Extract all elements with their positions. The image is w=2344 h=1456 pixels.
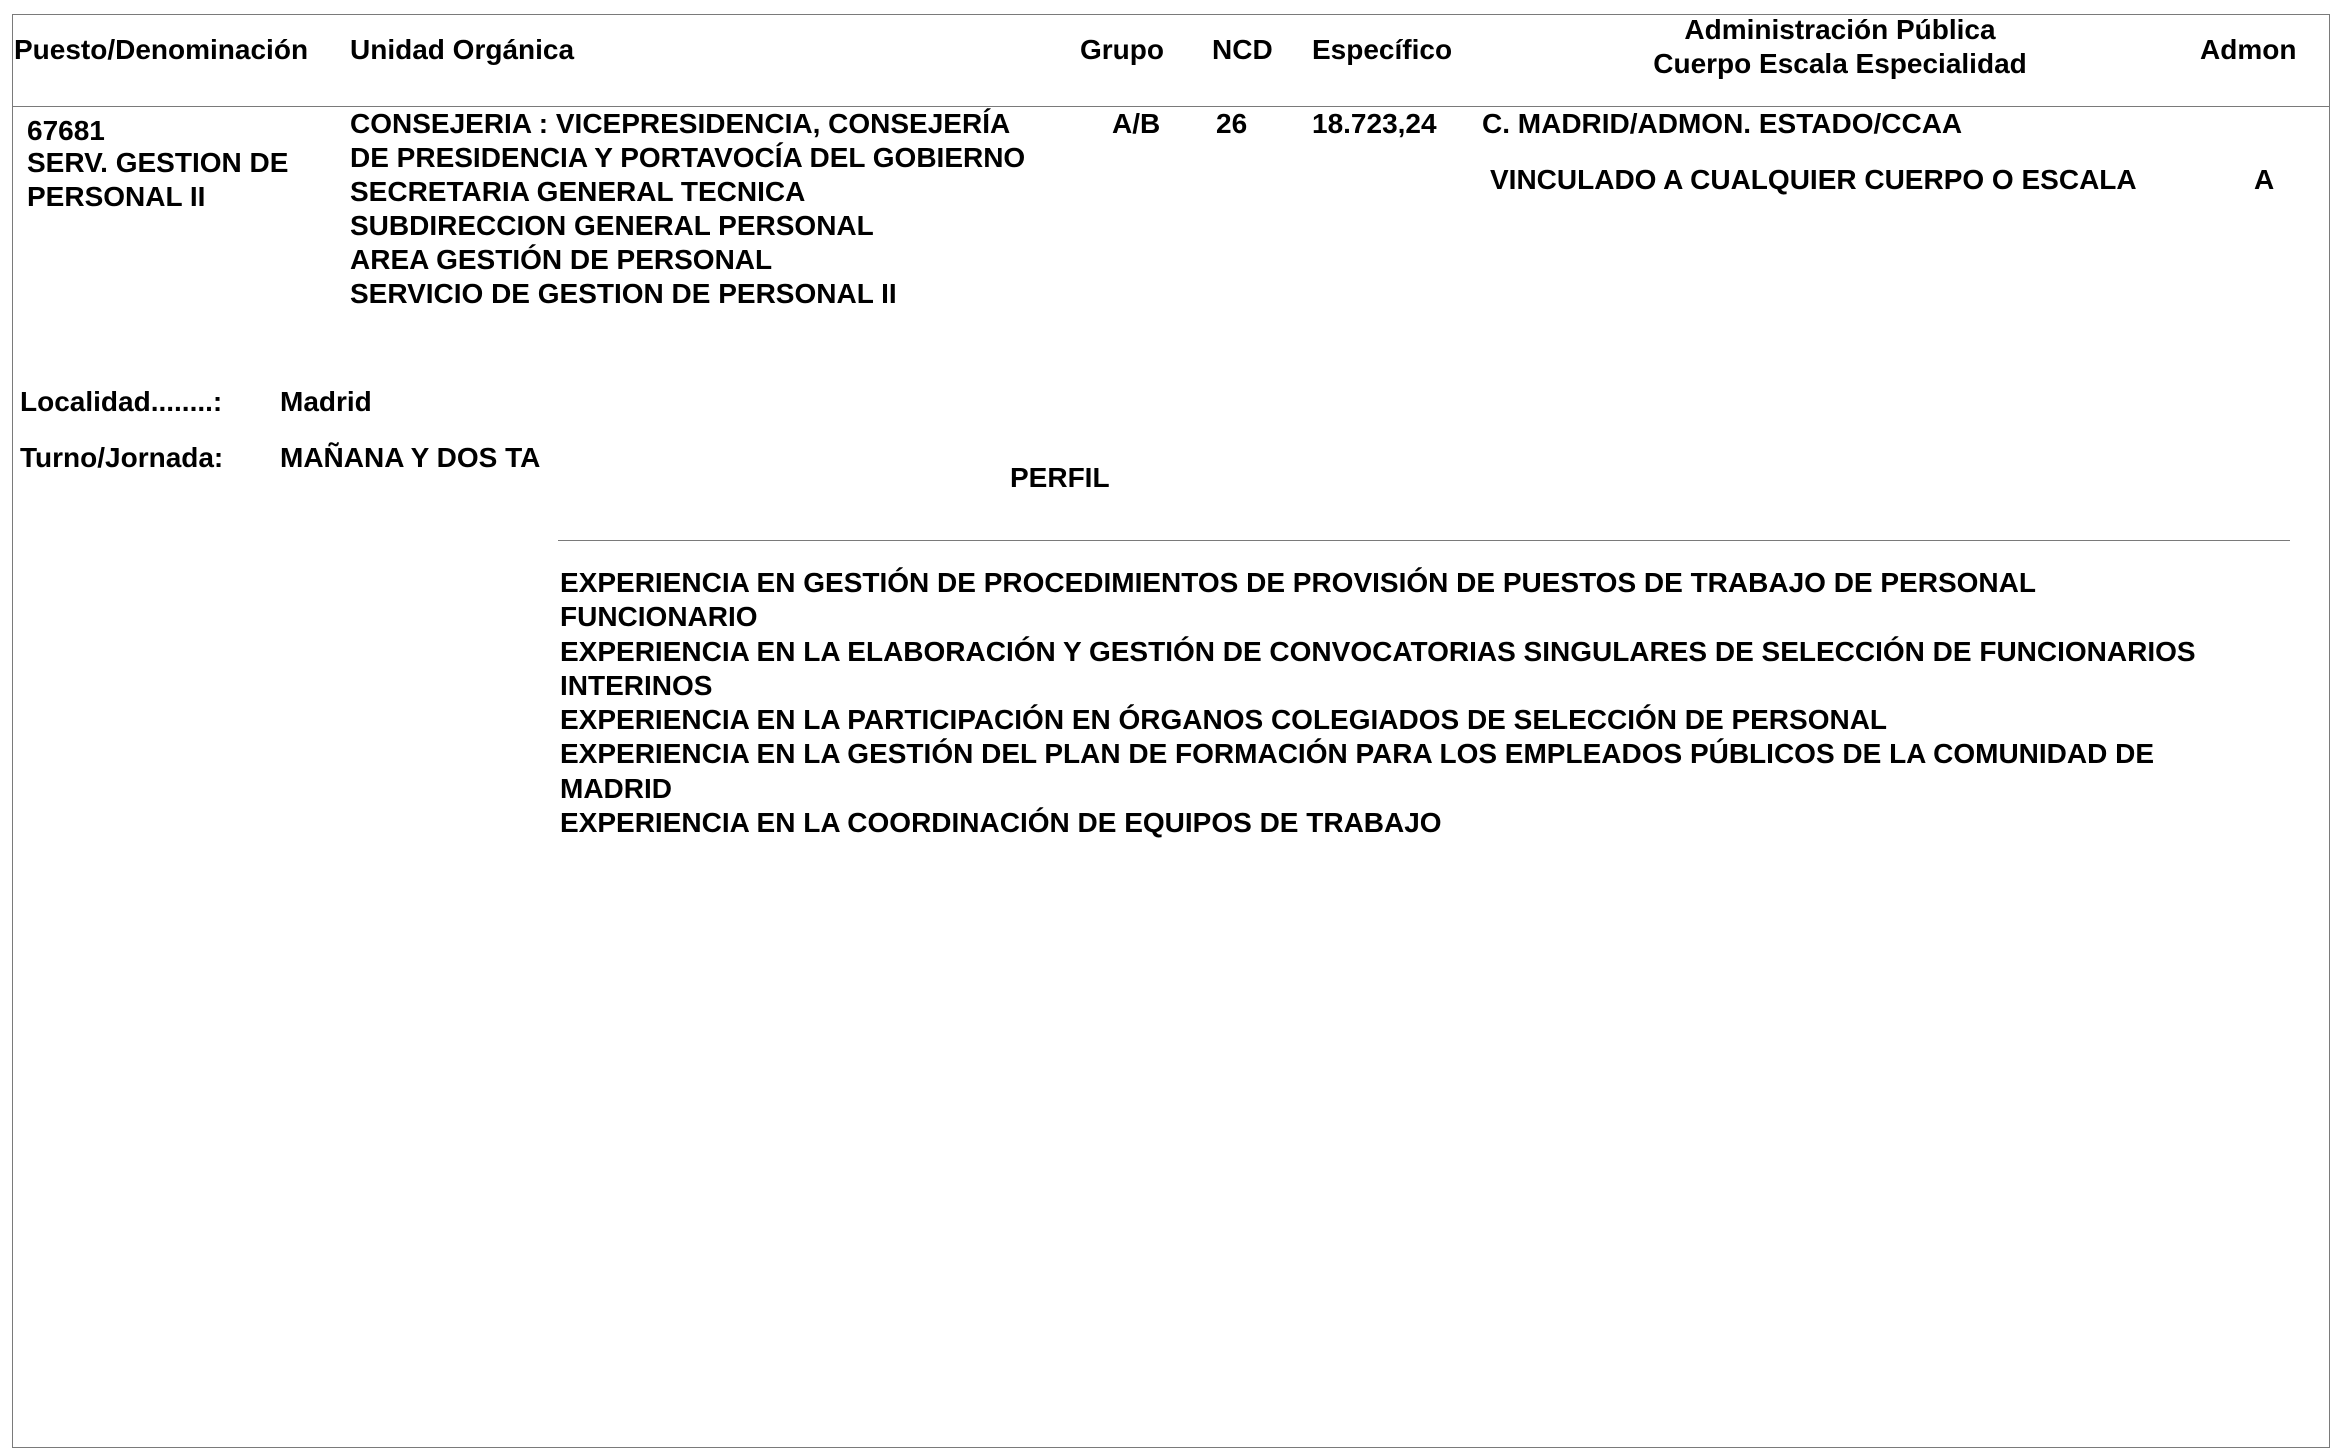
perfil-line: EXPERIENCIA EN GESTIÓN DE PROCEDIMIENTOS DE PROVISIÓN DE PUESTOS DE TRABAJO DE PERSONAL — [560, 567, 2036, 598]
puesto-denominacion-line: SERV. GESTION DE — [27, 147, 289, 178]
unidad-organica-line: SUBDIRECCION GENERAL PERSONAL — [350, 210, 874, 241]
localidad-label: Localidad........: — [20, 386, 223, 417]
perfil-line: MADRID — [560, 772, 672, 804]
unidad-organica-line: AREA GESTIÓN DE PERSONAL — [350, 244, 773, 275]
header-unidad: Unidad Orgánica — [350, 34, 575, 65]
perfil-requirements — [560, 566, 2196, 840]
turno-label: Turno/Jornada: — [20, 442, 224, 473]
grupo-value: A/B — [1112, 108, 1161, 139]
header-especifico: Específico — [1312, 34, 1453, 65]
unidad-organica-line: SERVICIO DE GESTION DE PERSONAL II — [350, 278, 897, 309]
puesto-codigo: 67681 — [27, 115, 105, 146]
header-ncd: NCD — [1212, 34, 1273, 65]
header-grupo: Grupo — [1080, 34, 1164, 65]
perfil-line: EXPERIENCIA EN LA PARTICIPACIÓN EN ÓRGANOS COLEGIADOS DE SELECCIÓN DE PERSONAL — [560, 704, 1888, 736]
especifico-value: 18.723,24 — [1312, 108, 1437, 139]
header-admon: Admon — [2200, 34, 2297, 65]
puesto-cell — [27, 116, 288, 214]
unidad-organica-line: CONSEJERIA : VICEPRESIDENCIA, CONSEJERÍA — [350, 108, 1011, 139]
unidad-organica-line: DE PRESIDENCIA Y PORTAVOCÍA DEL GOBIERNO — [350, 142, 1026, 173]
header-puesto: Puesto/Denominación — [14, 34, 309, 65]
admon-value: A — [2254, 164, 2275, 195]
perfil-line: EXPERIENCIA EN LA ELABORACIÓN Y GESTIÓN DE CONVOCATORIAS SINGULARES DE SELECCIÓN DE FUNCIONARIOS — [560, 635, 2196, 667]
cuerpo-value: VINCULADO A CUALQUIER CUERPO O ESCALA — [1490, 164, 2137, 195]
ncd-value: 26 — [1216, 108, 1248, 139]
header-administracion-line2: Cuerpo Escala Especialidad — [1653, 48, 2027, 79]
header-administracion-line1: Administración Pública — [1684, 14, 1996, 45]
unidad-organica-cell — [350, 107, 1025, 311]
localidad-value: Madrid — [280, 386, 372, 417]
puesto-denominacion-line: PERSONAL II — [27, 181, 206, 212]
perfil-divider — [558, 540, 2290, 541]
perfil-line: FUNCIONARIO — [560, 601, 758, 633]
unidad-organica-line: SECRETARIA GENERAL TECNICA — [350, 176, 806, 207]
perfil-line: EXPERIENCIA EN LA GESTIÓN DEL PLAN DE FORMACIÓN PARA LOS EMPLEADOS PÚBLICOS DE LA COMUNIDAD DE — [560, 738, 2155, 770]
perfil-line: INTERINOS — [560, 669, 713, 701]
turno-value: MAÑANA Y DOS TA — [280, 442, 541, 473]
perfil-line: EXPERIENCIA EN LA COORDINACIÓN DE EQUIPOS DE TRABAJO — [560, 807, 1442, 839]
administracion-value: C. MADRID/ADMON. ESTADO/CCAA — [1482, 108, 1963, 139]
perfil-title: PERFIL — [1010, 462, 1110, 493]
